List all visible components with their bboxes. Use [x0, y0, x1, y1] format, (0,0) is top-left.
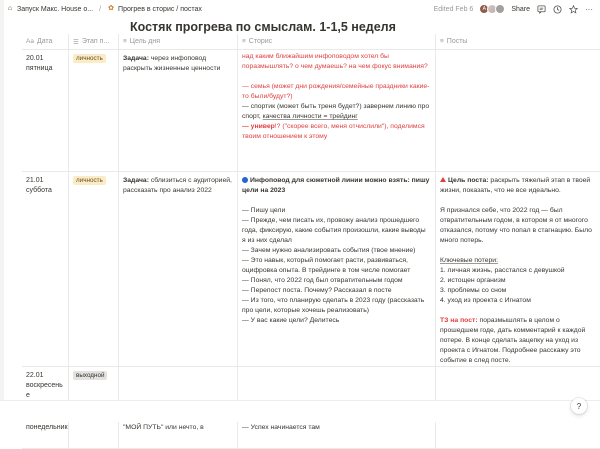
losses-title: Ключевые потери:: [440, 257, 498, 264]
stories-text: !? ("скорее всего, меня отчислили"), поделимся твоим отношением к этому: [242, 123, 425, 140]
column-header-stories[interactable]: [238, 34, 436, 49]
goal-label: Задача:: [123, 177, 149, 184]
text-lines-icon: ≡: [123, 38, 127, 45]
column-header-date[interactable]: [22, 34, 69, 49]
cell-goal[interactable]: [119, 50, 238, 171]
text-lines-icon: ≡: [440, 38, 444, 45]
house-icon: ⌂: [7, 5, 13, 12]
collaborator-avatars[interactable]: [479, 4, 505, 14]
column-label: Цель дня: [129, 38, 161, 45]
cell-date[interactable]: [22, 172, 69, 366]
question-icon: ?: [576, 401, 582, 411]
column-label: Посты: [446, 38, 468, 45]
column-label: Этап п...: [81, 38, 110, 45]
stories-line: — Перепост поста. Почему? Рассказал в посте: [242, 287, 392, 294]
day-value: пятница: [26, 65, 53, 72]
stories-text: — спортик (может быть треня будет?) завернем линию про спорт,: [242, 103, 430, 120]
text-property-icon: Aa: [26, 38, 34, 45]
tz-text: поразмышлять в целом о прошедшем годе, дать комментарий к каждой потере. В конце сделать зацепку на уход из проекта с Игнатом. Подробнее расскажу это событие в след посте.: [440, 317, 586, 364]
post-paragraph: Я признался себе, что 2022 год — был отвратительным годом, в котором я от многого отказался, потому что попал в стагнацию. Было много потерь.: [440, 207, 592, 244]
table-row[interactable]: [22, 50, 600, 172]
column-header-goal[interactable]: [119, 34, 238, 49]
stories-text: — семья (может дни рождения/семейные праздники какие-то были/будут?): [242, 83, 430, 100]
help-button[interactable]: [571, 398, 587, 414]
topbar: [0, 0, 600, 18]
goal-text: через инфоповод раскрыть жизненные ценности: [123, 55, 221, 72]
cell-goal[interactable]: [119, 172, 238, 366]
goal-text: сблизиться с аудиторией, рассказать про анализ 2022: [123, 177, 232, 194]
stories-line: — Зачем нужно анализировать события (твое мнение): [242, 247, 416, 254]
breadcrumb-item-workspace[interactable]: Запуск Макс. House o...: [17, 5, 94, 13]
table-header: [22, 34, 600, 50]
goal-text: "МОЙ ПУТЬ" или нечто, в: [123, 424, 204, 431]
stories-line: — Пишу цели: [242, 207, 286, 214]
loss-item: 1. личная жизнь, расстался с девушкой: [440, 267, 565, 274]
goal-label: Задача:: [123, 55, 149, 62]
day-value: воскресенье: [26, 382, 63, 399]
loss-item: 4. уход из проекта с Игнатом: [440, 297, 531, 304]
table-row[interactable]: [22, 172, 600, 367]
stories-text: над каким ближайшим инфоповодом хотел бы поразмышлять? о чем думаешь? на чем фокус внимания?: [242, 53, 428, 70]
share-button[interactable]: Share: [511, 5, 530, 13]
page-emoji-icon: ✿: [108, 5, 114, 12]
list-property-icon: ☰: [73, 38, 79, 46]
stories-line: — Из того, что планирую сделать в 2023 году (рассказать про цели, которые хочешь реализовать): [242, 297, 425, 314]
stories-line: — Понял, что 2022 год был отвратительным годом: [242, 277, 403, 284]
date-value: 22.01: [26, 372, 44, 379]
stories-heading: Инфоповод для сюжетной линии можно взять: пишу цели на 2023: [242, 177, 430, 194]
cell-stories[interactable]: [238, 172, 436, 366]
breadcrumb: [6, 5, 202, 13]
page-title: Костяк прогрева по смыслам. 1-1,5 неделя: [130, 20, 396, 34]
stories-line: — Это навык, который помогает расти, развиваться, оцифровка опыта. В трейдинге в том числе помогает: [242, 257, 411, 274]
cell-stage[interactable]: [69, 172, 119, 366]
avatar[interactable]: A: [479, 4, 489, 14]
post-goal-text: раскрыть тяжелый этап в твоей жизни, показать, что не все идеально.: [440, 177, 591, 194]
cell-stories[interactable]: [238, 50, 436, 171]
column-header-stage[interactable]: [69, 34, 119, 49]
tz-label: ТЗ на пост:: [440, 317, 478, 324]
date-value: 20.01: [26, 55, 44, 62]
database-table: [22, 34, 600, 449]
column-header-posts[interactable]: [436, 34, 600, 49]
stage-tag[interactable]: личность: [73, 176, 106, 185]
cell-posts[interactable]: [436, 172, 600, 366]
star-icon[interactable]: [568, 4, 578, 14]
cell-posts[interactable]: [436, 50, 600, 171]
loss-item: 2. истощен организм: [440, 277, 506, 284]
breadcrumb-separator: /: [99, 5, 102, 13]
more-icon[interactable]: ···: [585, 4, 593, 14]
text-lines-icon: ≡: [242, 38, 246, 45]
edited-timestamp: Edited Feb 6: [433, 5, 474, 13]
cell-stage[interactable]: [69, 50, 119, 171]
sidebar-edge: [0, 0, 4, 400]
stories-link[interactable]: качества личности = трейдинг: [262, 113, 358, 120]
red-triangle-icon: [440, 177, 446, 182]
stage-tag[interactable]: личность: [73, 54, 106, 63]
stage-tag[interactable]: выходной: [73, 371, 107, 380]
stories-line: — У вас какие цели? Делитесь: [242, 317, 340, 324]
avatar[interactable]: [495, 4, 505, 14]
blue-circle-icon: [242, 177, 248, 183]
column-label: Сторис: [248, 38, 273, 45]
day-value: понедельник: [26, 424, 68, 431]
breadcrumb-item-page[interactable]: Прогрев в сторис / постах: [118, 5, 202, 13]
history-icon[interactable]: [552, 4, 562, 14]
loss-item: 3. проблемы со сном: [440, 287, 507, 294]
comment-icon[interactable]: [536, 4, 546, 14]
stories-text: — универ: [242, 123, 275, 130]
viewport-bottom: [0, 400, 600, 422]
topbar-actions: [434, 4, 594, 14]
date-value: 21.01: [26, 177, 44, 184]
post-goal-label: Цель поста:: [448, 177, 489, 184]
column-label: Дата: [36, 38, 53, 45]
cell-date[interactable]: [22, 50, 69, 171]
stories-line: — Успех начинается там: [242, 424, 320, 431]
stories-line: — Прежде, чем писать их, провожу анализ прошедшего года, фиксирую, какие события произошли, какие выводы я из них сделал: [242, 217, 426, 244]
day-value: суббота: [26, 187, 52, 194]
